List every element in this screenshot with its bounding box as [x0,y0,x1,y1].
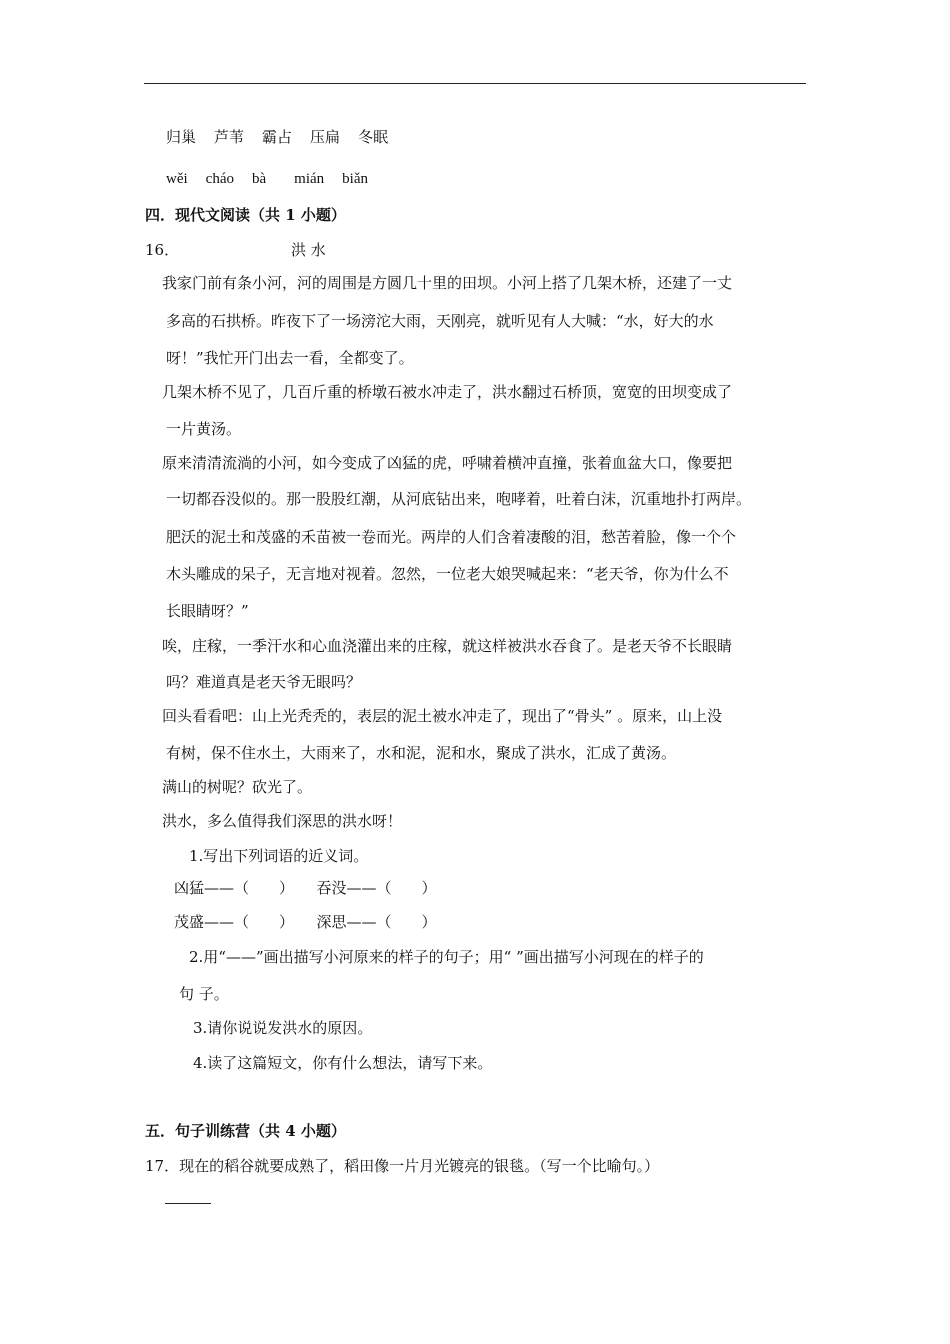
passage-line: 木头雕成的呆子，无言地对视着。忽然，一位老大娘哭喊起来：“老天爷，你为什么不 [166,565,729,583]
pinyin-item: mián [294,171,325,187]
fill-blank-row: 茂盛——（ ） 深思——（ ） [174,913,437,931]
word-item: 芦苇 [214,128,245,146]
word-item: 压扁 [310,128,341,146]
word-item: 归巢 [166,128,197,146]
passage-line: 我家门前有条小河，河的周围是方圆几十里的田坝。小河上搭了几架木桥，还建了一丈 [162,274,733,292]
passage-line: 满山的树呢？砍光了。 [162,778,313,796]
passage-line: 几架木桥不见了，几百斤重的桥墩石被水冲走了，洪水翻过石桥顶，宽宽的田坝变成了 [162,383,733,401]
passage-line: 一切都吞没似的。那一股股红潮，从河底钻出来，咆哮着，吐着白沫，沉重地扑打两岸。 [166,490,752,508]
passage-line: 有树，保不住水土，大雨来了，水和泥，泥和水，聚成了洪水，汇成了黄汤。 [166,744,677,762]
passage-line: 一片黄汤。 [166,420,242,438]
section-5-heading: 五．句子训练营（共 4 小题） [145,1122,346,1140]
pinyin-item: cháo [205,171,234,187]
pinyin-item: wěi [166,171,188,187]
word-item: 霸占 [262,128,293,146]
question-16-number: 16． [145,241,180,259]
question-item: 2.用“——”画出描写小河原来的样子的句子；用“ ”画出描写小河现在的样子的 [189,948,704,966]
word-item: 冬眠 [358,128,389,146]
question-item: 3.请你说说发洪水的原因。 [193,1019,373,1037]
passage-line: 原来清清流淌的小河，如今变成了凶猛的虎，呼啸着横冲直撞，张着血盆大口，像要把 [162,454,733,472]
pinyin-item: biǎn [342,171,368,187]
passage-line: 回头看看吧：山上光秃秃的，表层的泥土被水冲走了，现出了“骨头” 。原来，山上没 [162,707,723,725]
pinyin-item: bà [252,171,267,187]
answer-blank [165,1203,211,1204]
passage-line: 长眼睛呀？” [166,602,249,620]
question-item: 句 子。 [179,985,229,1003]
question-17: 17．现在的稻谷就要成熟了，稻田像一片月光镀亮的银毯。（写一个比喻句。） [145,1157,660,1175]
passage-line: 肥沃的泥土和茂盛的禾苗被一卷而光。两岸的人们含着凄酸的泪，愁苦着脸，像一个个 [166,528,737,546]
passage-line: 多高的石拱桥。昨夜下了一场滂沱大雨，天刚亮，就听见有人大喊：“水，好大的水 [166,312,714,330]
question-item: 1.写出下列词语的近义词。 [189,847,369,865]
header-rule [144,83,806,84]
fill-blank-row: 凶猛——（ ） 吞没——（ ） [174,879,437,897]
passage-title: 洪 水 [291,241,326,259]
passage-line: 呀！”我忙开门出去一看，全都变了。 [166,349,414,367]
question-item: 4.读了这篇短文，你有什么想法，请写下来。 [193,1054,493,1072]
passage-line: 唉，庄稼，一季汗水和心血浇灌出来的庄稼，就这样被洪水吞食了。是老天爷不长眼睛 [162,637,733,655]
section-4-heading: 四．现代文阅读（共 1 小题） [145,206,346,224]
word-list [166,127,406,147]
pinyin-list [166,169,386,189]
passage-line: 洪水，多么值得我们深思的洪水呀！ [162,812,403,830]
passage-line: 吗？难道真是老天爷无眼吗？ [166,673,362,691]
